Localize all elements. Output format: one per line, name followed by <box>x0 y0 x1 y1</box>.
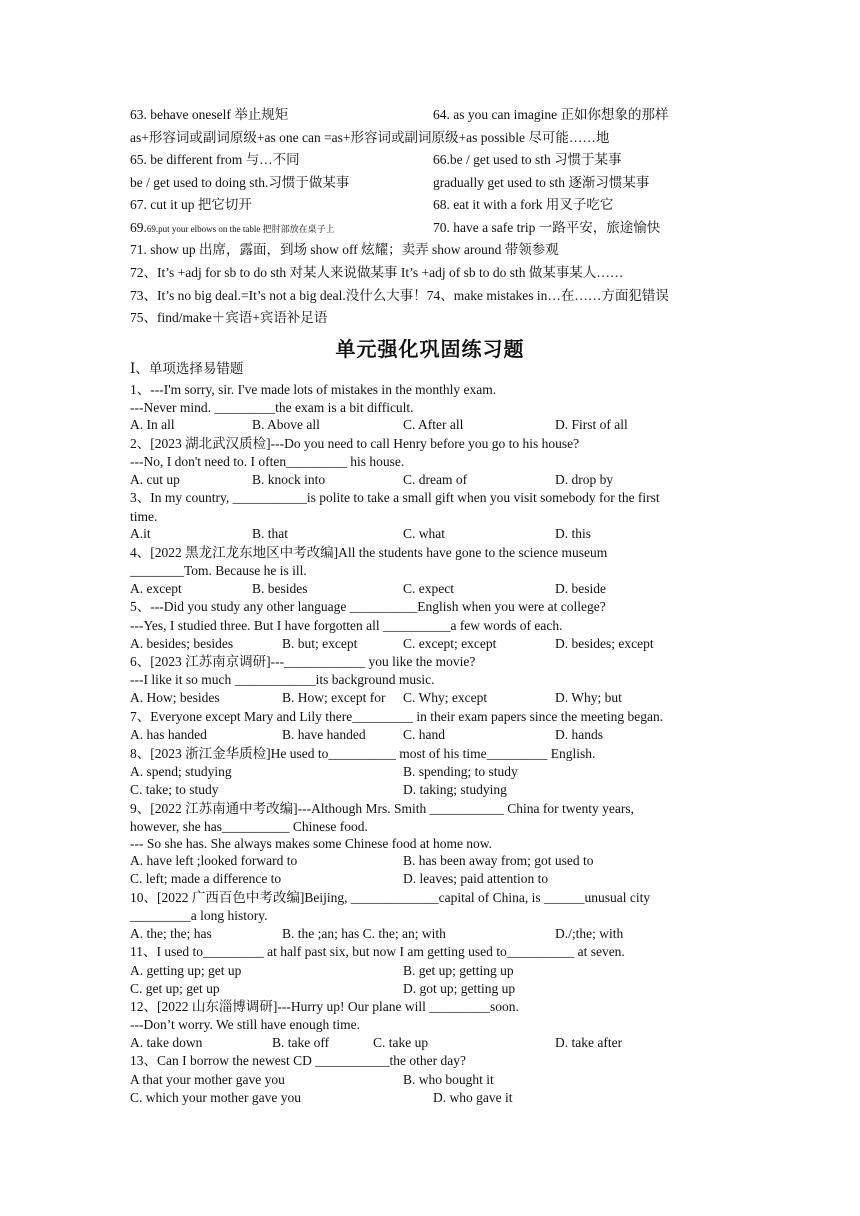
question-9-option-b: B. has been away from; got used to <box>403 853 594 868</box>
question-3-stem: 3、In my country, ___________is polite to take a small gift when you visit somebody for the first <box>130 490 660 505</box>
question-4-option-c: C. expect <box>403 581 454 596</box>
phrase-68: 68. eat it with a fork 用叉子吃它 <box>433 197 614 212</box>
phrase-66-note: be / get used to doing sth.习惯于做某事 <box>130 175 350 190</box>
phrase-69: 69.69.put your elbows on the table 把肘部放在桌子上 <box>130 220 335 235</box>
question-7-option-c: C. hand <box>403 727 445 742</box>
question-12-option-c: C. take up <box>373 1035 429 1050</box>
question-5-option-b: B. but; except <box>282 636 358 651</box>
question-9-option-a: A. have left ;looked forward to <box>130 853 298 868</box>
question-5-stem-2: ---Yes, I studied three. But I have forgotten all __________a few words of each. <box>130 618 563 633</box>
question-5-stem: 5、---Did you study any other language __________English when you were at college? <box>130 599 606 614</box>
question-2-stem-2: ---No, I don't need to. I often_________ his house. <box>130 454 405 469</box>
question-4-stem-2: ________Tom. Because he is ill. <box>130 563 307 578</box>
question-11-option-d: D. got up; getting up <box>403 981 516 996</box>
question-6-stem-2: ---I like it so much ____________its background music. <box>130 672 435 687</box>
question-4-option-a: A. except <box>130 581 182 596</box>
question-1-stem-2: ---Never mind. _________the exam is a bit difficult. <box>130 400 414 415</box>
phrase-70: 70. have a safe trip 一路平安，旅途愉快 <box>433 220 661 235</box>
question-7-option-b: B. have handed <box>282 727 366 742</box>
section-title: 单元强化巩固练习题 <box>335 339 525 361</box>
phrase-66-note-2: gradually get used to sth 逐渐习惯某事 <box>433 175 650 190</box>
question-3-option-c: C. what <box>403 526 445 541</box>
question-1-stem: 1、---I'm sorry, sir. I've made lots of mistakes in the monthly exam. <box>130 382 497 397</box>
question-8-option-b: B. spending; to study <box>403 764 518 779</box>
phrase-64: 64. as you can imagine 正如你想象的那样 <box>433 107 669 122</box>
question-9-option-d: D. leaves; paid attention to <box>403 871 549 886</box>
question-1-option-c: C. After all <box>403 417 464 432</box>
phrase-72: 72、It’s +adj for sb to do sth 对某人来说做某事 It’s +adj of sb to do sth 做某事某人…… <box>130 265 624 280</box>
question-13-option-d: D. who gave it <box>433 1090 513 1105</box>
question-8-option-c: C. take; to study <box>130 782 219 797</box>
question-6-option-b: B. How; except for <box>282 690 386 705</box>
question-12-stem: 12、[2022 山东淄博调研]---Hurry up! Our plane will _________soon. <box>130 999 519 1014</box>
question-5-option-d: D. besides; except <box>555 636 654 651</box>
question-8-option-d: D. taking; studying <box>403 782 507 797</box>
question-13-option-c: C. which your mother gave you <box>130 1090 301 1105</box>
phrase-71: 71. show up 出席，露面，到场 show off 炫耀；卖弄 show around 带领参观 <box>130 242 559 257</box>
question-4-option-b: B. besides <box>252 581 308 596</box>
question-4-option-d: D. beside <box>555 581 606 596</box>
question-7-option-d: D. hands <box>555 727 603 742</box>
question-11-option-a: A. getting up; get up <box>130 963 242 978</box>
question-4-stem: 4、[2022 黑龙江龙东地区中考改编]All the students have gone to the science museum <box>130 545 608 560</box>
question-2-stem: 2、[2023 湖北武汉质检]---Do you need to call Henry before you go to his house? <box>130 436 580 451</box>
question-12-option-d: D. take after <box>555 1035 623 1050</box>
question-2-option-c: C. dream of <box>403 472 468 487</box>
question-3-option-a: A.it <box>130 526 151 541</box>
question-12-option-a: A. take down <box>130 1035 203 1050</box>
question-10-stem: 10、[2022 广西百色中考改编]Beijing, _____________capital of China, is ______unusual city <box>130 890 651 905</box>
phrase-75: 75、find/make＋宾语+宾语补足语 <box>130 310 328 325</box>
phrase-65: 65. be different from 与…不同 <box>130 152 300 167</box>
question-8-option-a: A. spend; studying <box>130 764 232 779</box>
question-8-stem: 8、[2023 浙江金华质检]He used to__________ most of his time_________ English. <box>130 746 596 761</box>
question-2-option-d: D. drop by <box>555 472 614 487</box>
question-6-option-d: D. Why; but <box>555 690 622 705</box>
question-10-option-d: D./;the; with <box>555 926 624 941</box>
phrase-66: 66.be / get used to sth 习惯于某事 <box>433 152 622 167</box>
question-11-option-b: B. get up; getting up <box>403 963 514 978</box>
question-1-option-d: D. First of all <box>555 417 628 432</box>
phrase-63: 63. behave oneself 举止规矩 <box>130 107 289 122</box>
question-1-option-a: A. In all <box>130 417 175 432</box>
phrase-64-note: as+形容词或副词原级+as one can =as+形容词或副词原级+as possible 尽可能……地 <box>130 130 610 145</box>
question-7-option-a: A. has handed <box>130 727 207 742</box>
question-10-option-b-c: B. the ;an; has C. the; an; with <box>282 926 446 941</box>
question-12-option-b: B. take off <box>272 1035 330 1050</box>
question-6-stem: 6、[2023 江苏南京调研]---____________ you like the movie? <box>130 654 476 669</box>
question-2-option-b: B. knock into <box>252 472 326 487</box>
question-3-stem-2: time. <box>130 509 158 524</box>
question-13-option-a: A that your mother gave you <box>130 1072 285 1087</box>
question-11-stem: 11、I used to_________ at half past six, but now I am getting used to__________ at seven. <box>130 944 625 959</box>
phrase-67: 67. cut it up 把它切开 <box>130 197 252 212</box>
question-13-stem: 13、Can I borrow the newest CD ___________the other day? <box>130 1053 466 1068</box>
question-10-option-a: A. the; the; has <box>130 926 212 941</box>
phrase-73-74: 73、It’s no big deal.=It’s not a big deal.没什么大事！74、make mistakes in…在……方面犯错误 <box>130 288 669 303</box>
question-6-option-a: A. How; besides <box>130 690 220 705</box>
question-1-option-b: B. Above all <box>252 417 320 432</box>
question-3-option-b: B. that <box>252 526 288 541</box>
question-10-stem-2: _________a long history. <box>130 908 268 923</box>
question-11-option-c: C. get up; get up <box>130 981 220 996</box>
question-2-option-a: A. cut up <box>130 472 180 487</box>
phrase-69-text: 69.put your elbows on the table 把肘部放在桌子上 <box>146 224 335 234</box>
question-7-stem: 7、Everyone except Mary and Lily there_________ in their exam papers since the meeting began. <box>130 709 664 724</box>
question-5-option-a: A. besides; besides <box>130 636 234 651</box>
question-9-stem-2: however, she has__________ Chinese food. <box>130 819 368 834</box>
question-9-stem: 9、[2022 江苏南通中考改编]---Although Mrs. Smith ___________ China for twenty years, <box>130 801 634 816</box>
question-12-stem-2: ---Don’t worry. We still have enough time. <box>130 1017 360 1032</box>
question-5-option-c: C. except; except <box>403 636 497 651</box>
question-6-option-c: C. Why; except <box>403 690 488 705</box>
question-9-option-c: C. left; made a difference to <box>130 871 282 886</box>
part-heading: Ⅰ、单项选择易错题 <box>130 361 244 376</box>
question-9-stem-3: --- So she has. She always makes some Chinese food at home now. <box>130 836 493 851</box>
question-13-option-b: B. who bought it <box>403 1072 494 1087</box>
question-3-option-d: D. this <box>555 526 592 541</box>
